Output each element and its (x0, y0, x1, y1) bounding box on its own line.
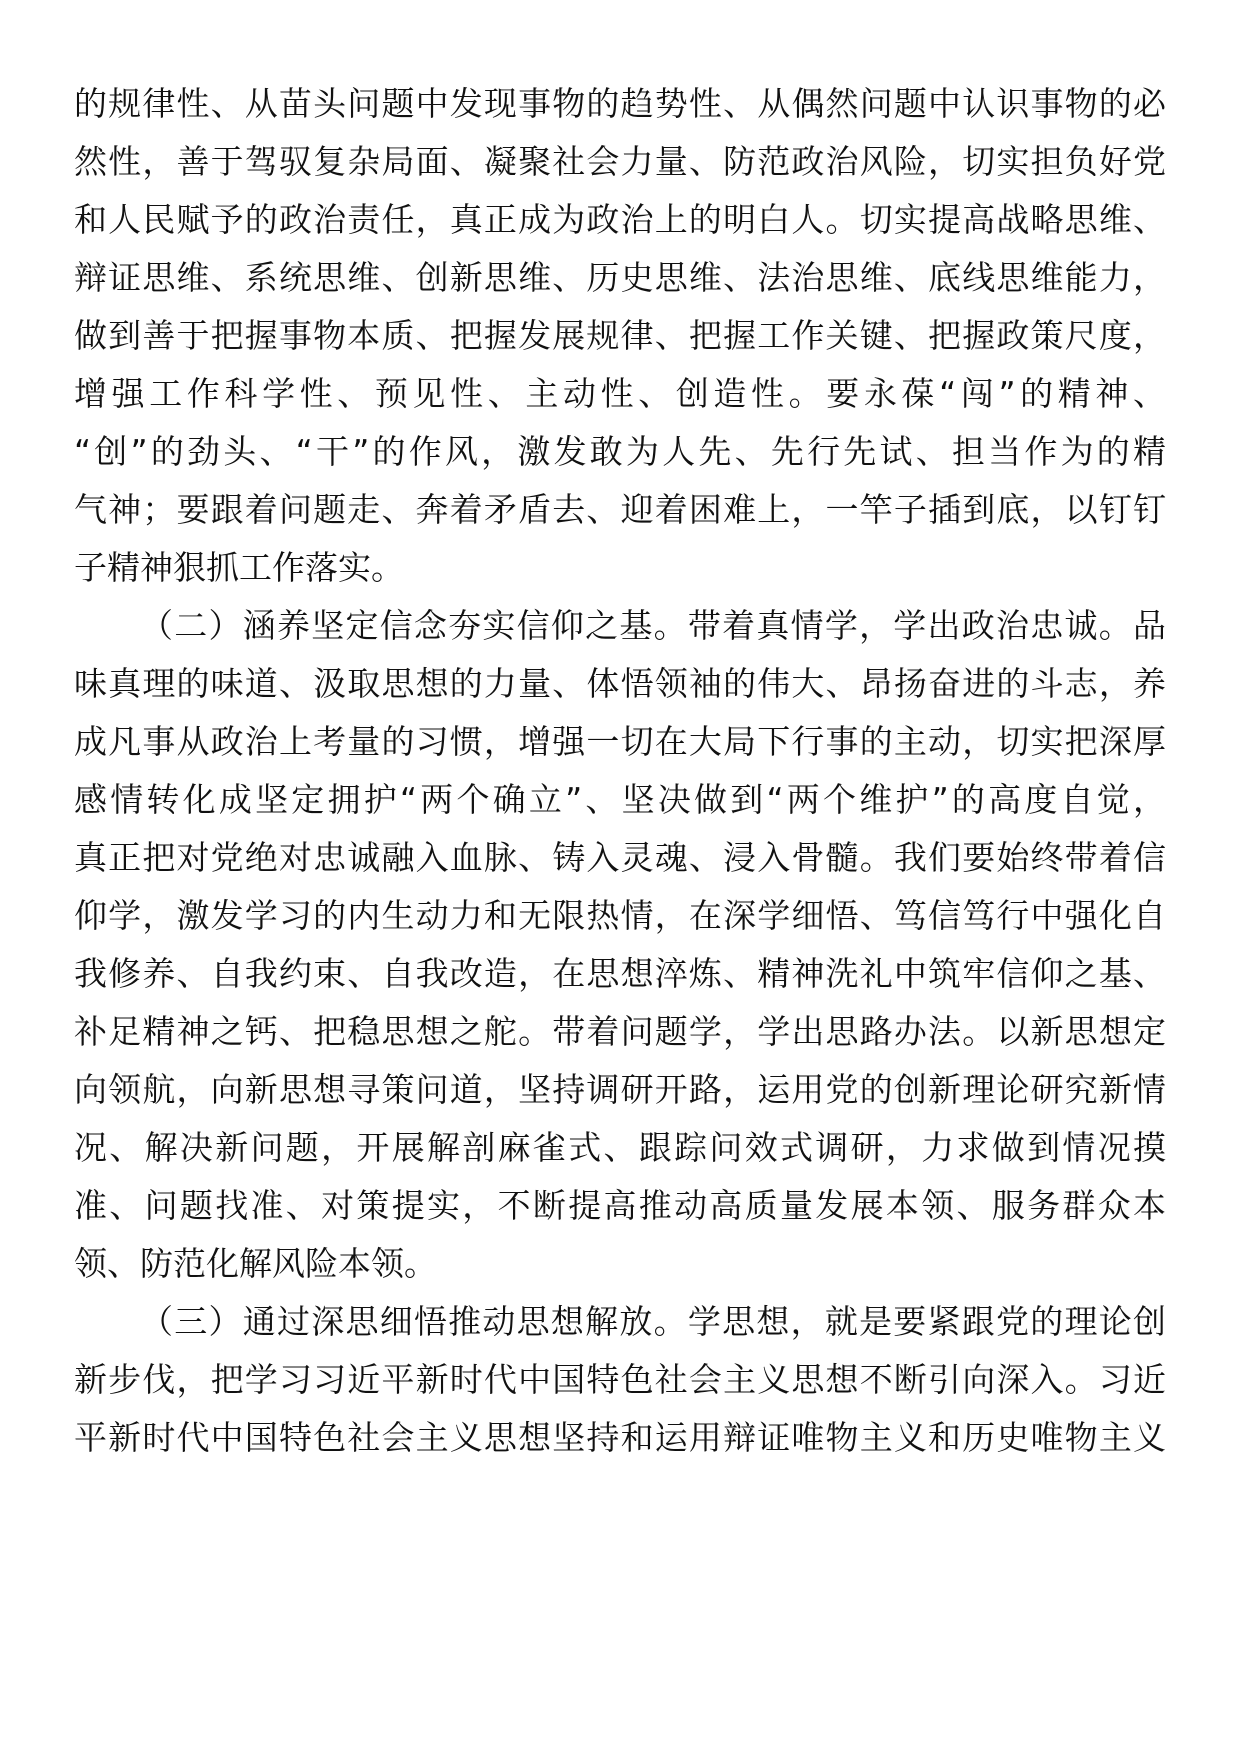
text-line-11: 味真理的味道、汲取思想的力量、体悟领袖的伟大、昂扬奋进的斗志，养 (74, 664, 1166, 703)
text-line-15: 仰学，激发学习的内生动力和无限热情，在深学细悟、笃信笃行中强化自 (74, 896, 1166, 935)
text-line-8: 气神；要跟着问题走、奔着矛盾去、迎着困难上，一竿子插到底，以钉钉 (74, 490, 1166, 529)
text-line-24: 平新时代中国特色社会主义思想坚持和运用辩证唯物主义和历史唯物主义 (74, 1418, 1166, 1457)
text-line-18: 向领航，向新思想寻策问道，坚持调研开路，运用党的创新理论研究新情 (74, 1070, 1166, 1109)
text-line-23: 新步伐，把学习习近平新时代中国特色社会主义思想不断引向深入。习近 (74, 1360, 1166, 1399)
text-line-7: “创”的劲头、“干”的作风，激发敢为人先、先行先试、担当作为的精 (74, 432, 1166, 471)
text-line-6: 增强工作科学性、预见性、主动性、创造性。要永葆“闯”的精神、 (74, 374, 1166, 413)
text-line-1: 的规律性、从苗头问题中发现事物的趋势性、从偶然问题中认识事物的必 (74, 84, 1166, 123)
paragraph-end-line: 子精神狠抓工作落实。 (74, 548, 404, 587)
text-line-16: 我修养、自我约束、自我改造，在思想淬炼、精神洗礼中筑牢信仰之基、 (74, 954, 1166, 993)
text-line-14: 真正把对党绝对忠诚融入血脉、铸入灵魂、浸入骨髓。我们要始终带着信 (74, 838, 1166, 877)
text-line-17: 补足精神之钙、把稳思想之舵。带着问题学，学出思路办法。以新思想定 (74, 1012, 1166, 1051)
text-line-3: 和人民赋予的政治责任，真正成为政治上的明白人。切实提高战略思维、 (74, 200, 1166, 239)
text-line-13: 感情转化成坚定拥护“两个确立”、坚决做到“两个维护”的高度自觉， (74, 780, 1166, 819)
text-line-20: 准、问题找准、对策提实，不断提高推动高质量发展本领、服务群众本 (74, 1186, 1166, 1225)
text-line-19: 况、解决新问题，开展解剖麻雀式、跟踪问效式调研，力求做到情况摸 (74, 1128, 1166, 1167)
text-line-2: 然性，善于驾驭复杂局面、凝聚社会力量、防范政治风险，切实担负好党 (74, 142, 1166, 181)
paragraph-2-first-line: （二）涵养坚定信念夯实信仰之基。带着真情学，学出政治忠诚。品 (140, 606, 1166, 645)
text-line-12: 成凡事从政治上考量的习惯，增强一切在大局下行事的主动，切实把深厚 (74, 722, 1166, 761)
text-line-4: 辩证思维、系统思维、创新思维、历史思维、法治思维、底线思维能力， (74, 258, 1166, 297)
paragraph-3-first-line: （三）通过深思细悟推动思想解放。学思想，就是要紧跟党的理论创 (140, 1302, 1166, 1341)
paragraph-2-end-line: 领、防范化解风险本领。 (74, 1244, 437, 1283)
text-line-5: 做到善于把握事物本质、把握发展规律、把握工作关键、把握政策尺度， (74, 316, 1166, 355)
